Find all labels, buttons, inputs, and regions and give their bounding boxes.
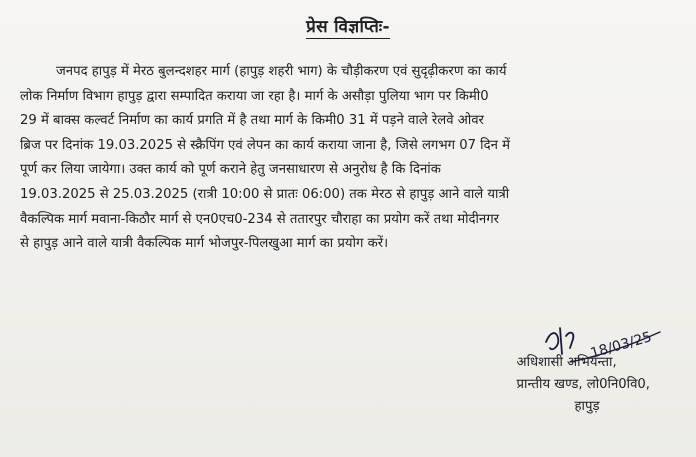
title-text: प्रेस विज्ञप्तिः- <box>306 17 390 37</box>
handwritten-date: 18/03/25 <box>588 329 654 362</box>
body-line: 19.03.2025 से 25.03.2025 (रात्री 10:00 से प्रातः 06:00) तक मेरठ से हापुड़ आने वाले यात्री <box>20 186 510 202</box>
body-line: वैकल्पिक मार्ग मवाना-किठौर मार्ग से एन0एच0-234 से ततारपुर चौराहा का प्रयोग करें तथा मोदीनगर <box>20 211 500 227</box>
body-paragraph <box>20 60 680 257</box>
body-line: पूर्ण कर लिया जायेगा। उक्त कार्य को पूर्ण कराने हेतु जनसाधारण से अनुरोध है कि दिनांक <box>20 162 441 178</box>
body-line: 29 में बाक्स कल्वर्ट निर्माण का कार्य प्रगति में है तथा मार्ग के किमी0 31 में पड़ने वाले रेलवे ओवर <box>20 113 484 129</box>
document-title <box>0 14 696 37</box>
signatory-designation: अधिशासी अभियन्ता, <box>516 355 617 370</box>
signatory-city: हापुड़ <box>574 399 600 414</box>
body-line: से हापुड़ आने वाले यात्री वैकल्पिक मार्ग भोजपुर-पिलखुआ मार्ग का प्रयोग करें। <box>20 236 389 252</box>
body-line: ब्रिज पर दिनांक 19.03.2025 से स्क्रैपिंग एवं लेपन का कार्य कराया जाना है, जिसे लगभग 07 दिन में <box>20 137 510 153</box>
body-line: जनपद हापुड़ में मेरठ बुलन्दशहर मार्ग (हापुड़ शहरी भाग) के चौड़ीकरण एवं सुदृढ़ीकरण का कार्य <box>56 64 507 79</box>
signature-block <box>517 352 650 418</box>
body-line: लोक निर्माण विभाग हापुड़ द्वारा सम्पादित कराया जा रहा है। मार्ग के असौड़ा पुलिया भाग पर किमी0 <box>20 88 489 104</box>
signatory-division: प्रान्तीय खण्ड, लो0नि0वि0, <box>516 377 650 392</box>
